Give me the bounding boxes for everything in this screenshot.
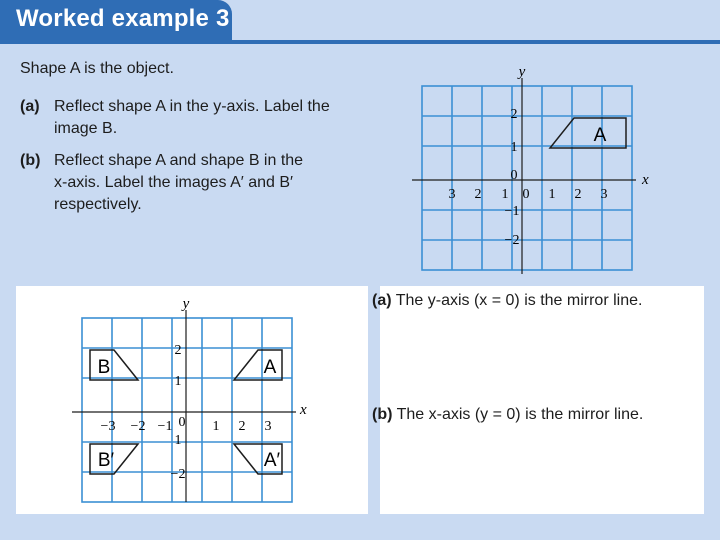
y-tick-label: −2 [504, 233, 520, 248]
y-tick-label: 1 [174, 374, 182, 389]
answer-separator [368, 286, 380, 514]
question-text [54, 96, 364, 140]
answer-a [372, 292, 642, 310]
answer-text: The x-axis (y = 0) is the mirror line. [396, 406, 644, 423]
object-grid [408, 60, 658, 278]
answer-panel [16, 286, 704, 514]
bottom-strip [0, 514, 720, 540]
y-tick-label: 2 [174, 343, 182, 358]
y-tick-label: 1 [174, 433, 182, 448]
question-line: Reflect shape A in the y-axis. Label the [54, 98, 330, 115]
header-tab [0, 0, 232, 40]
x-tick-label: 3 [448, 187, 456, 202]
y-axis-label: y [518, 64, 526, 80]
x-tick-label: 1 [501, 187, 509, 202]
header-rule [0, 40, 720, 44]
x-tick-label: 0 [178, 415, 186, 430]
x-tick-label: −2 [130, 419, 146, 434]
x-tick-label: 2 [574, 187, 582, 202]
question-text [54, 150, 364, 216]
answer-b [372, 406, 643, 424]
y-tick-label: −1 [504, 204, 520, 219]
y-tick-label: 1 [510, 140, 518, 155]
intro-text: Shape A is the object. [20, 60, 174, 77]
x-axis-label: x [300, 402, 307, 418]
shape-b-prime-label: B′ [97, 450, 115, 471]
x-tick-label: 1 [548, 187, 556, 202]
shape-a-label: A [593, 125, 607, 146]
question-line: respectively. [54, 196, 142, 213]
shape-a-prime-label: A′ [263, 450, 281, 471]
x-tick-label: 1 [212, 419, 220, 434]
y-tick-label: 2 [510, 107, 518, 122]
x-tick-label: −3 [100, 419, 116, 434]
question-line: image B. [54, 120, 118, 137]
shape-a [550, 118, 626, 148]
answer-label: (a) [372, 292, 392, 309]
x-tick-labels [449, 187, 608, 202]
x-tick-label: 0 [522, 187, 530, 202]
header-bar [0, 0, 720, 44]
shape-a-label: A [263, 357, 277, 378]
shape-b-label: B [97, 357, 111, 378]
answer-text: The y-axis (x = 0) is the mirror line. [395, 292, 643, 309]
x-tick-label: 2 [238, 419, 246, 434]
question-line: Reflect shape A and shape B in the [54, 152, 304, 169]
y-axis-label: y [182, 296, 190, 312]
grid-lines [422, 86, 632, 270]
reflection-grid [68, 294, 318, 504]
question-label: (a) [20, 98, 40, 115]
x-axis-label: x [642, 172, 649, 188]
x-tick-label: −1 [157, 419, 173, 434]
question-label: (b) [20, 152, 41, 169]
x-tick-label: 2 [474, 187, 482, 202]
question-line: x-axis. Label the images A′ and B′ [54, 174, 294, 191]
x-tick-label: 3 [600, 187, 608, 202]
answer-label: (b) [372, 406, 393, 423]
y-tick-label: −2 [170, 467, 186, 482]
x-tick-label: 3 [264, 419, 272, 434]
y-tick-label: 0 [510, 168, 518, 183]
page-title: Worked example 3 [16, 5, 230, 32]
